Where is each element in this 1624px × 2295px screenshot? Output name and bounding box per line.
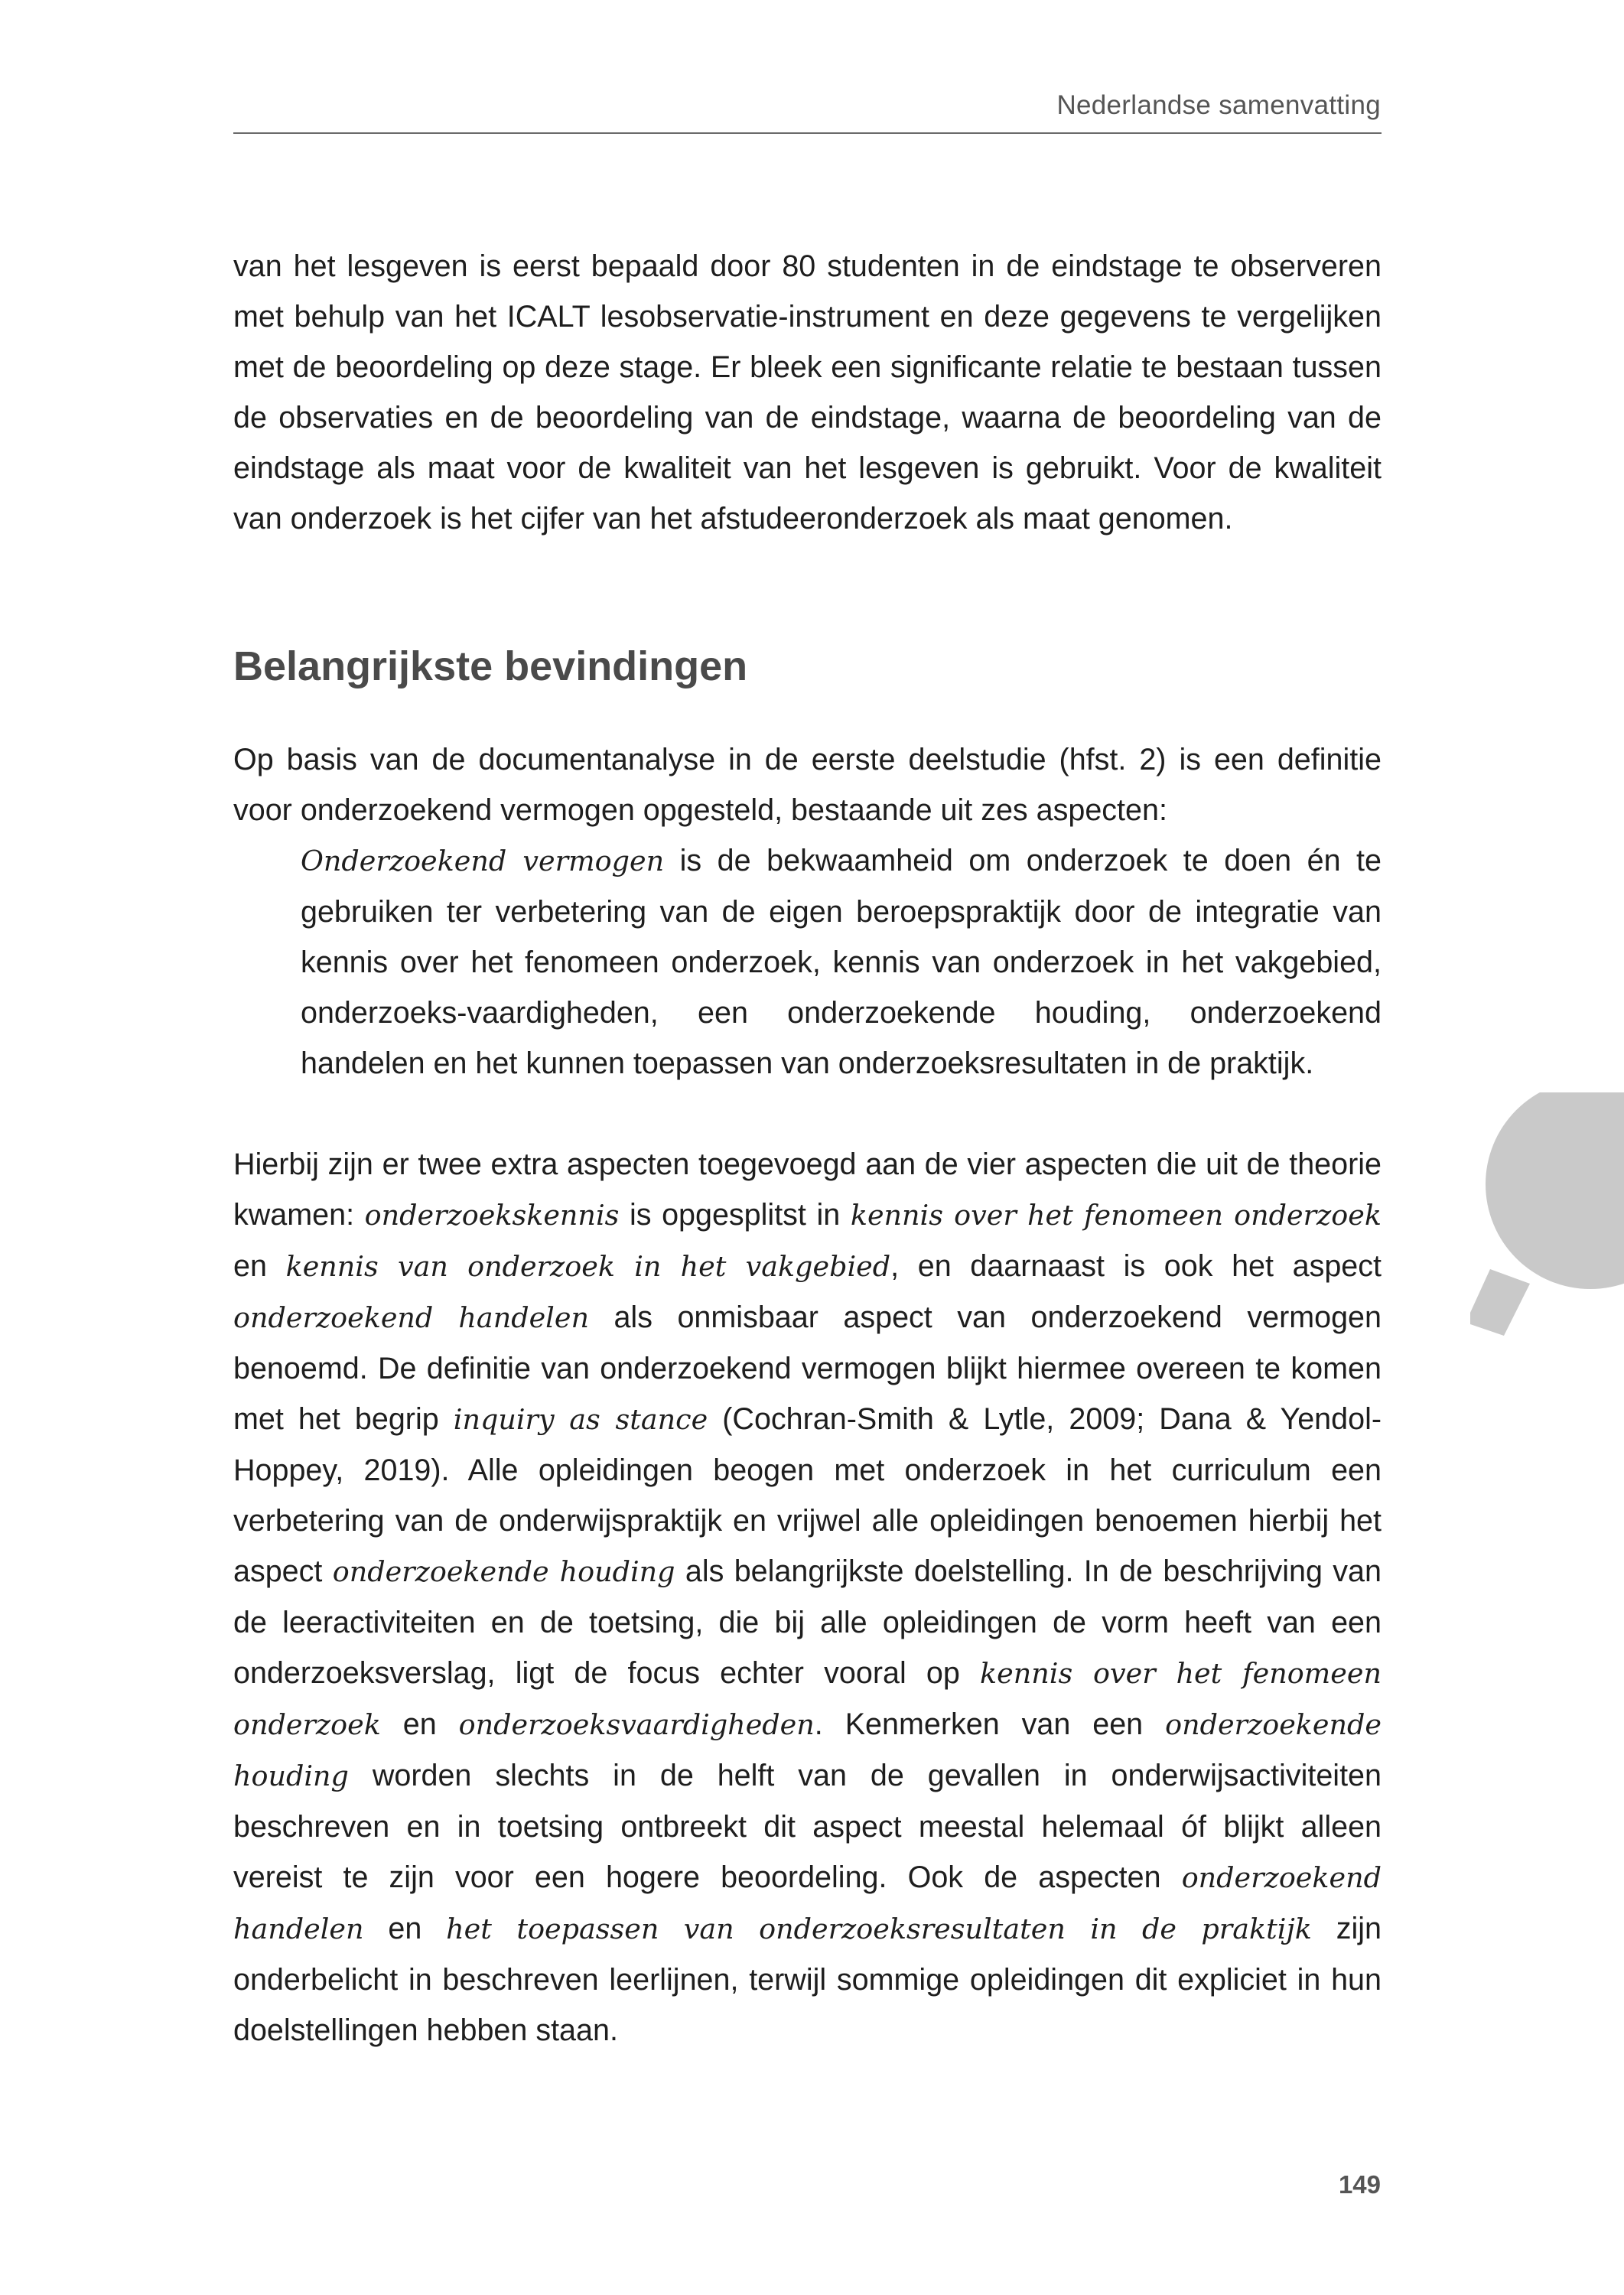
spacer bbox=[233, 1089, 1382, 1139]
findings-text-run: (Cochran-Smith & Lytle, 2009; Dana & Yendol-Hoppey, 2019). Alle opleidingen beogen met onderzoek in het curriculum een verbetering van de onderwijspraktijk en vrijwel alle opleidingen benoemen hierbij het aspect bbox=[233, 1402, 1382, 1588]
findings-italic-term: kennis van onderzoek in het vakgebied bbox=[285, 1250, 891, 1283]
findings-italic-term: kennis over het fenomeen onderzoek bbox=[233, 1657, 1382, 1741]
findings-text-run: is opgesplitst in bbox=[619, 1198, 851, 1232]
running-header-title: Nederlandse samenvatting bbox=[1056, 90, 1381, 120]
findings-text-run: en bbox=[233, 1249, 286, 1283]
spacer bbox=[233, 544, 1382, 641]
spacer bbox=[233, 692, 1382, 734]
page-body bbox=[233, 241, 1382, 2056]
definition-term: Onderzoekend vermogen bbox=[301, 845, 665, 877]
header-rule bbox=[233, 132, 1382, 134]
magnifier-tab-icon bbox=[1470, 1092, 1624, 1345]
findings-text-run: Hierbij zijn er twee extra aspecten toegevoegd aan de vier aspecten die uit de theorie kwamen: bbox=[233, 1148, 1382, 1232]
findings-text-run: als belangrijkste doelstelling. In de beschrijving van de leeractiviteiten en de toetsing, die bij alle opleidingen de vorm heeft van een onderzoeksverslag, ligt de focus echter vooral op bbox=[233, 1554, 1382, 1690]
findings-italic-term: kennis over het fenomeen onderzoek bbox=[850, 1199, 1382, 1232]
findings-italic-term: onderzoekend handelen bbox=[233, 1861, 1382, 1945]
findings-text-run: als onmisbaar aspect van onderzoekend vermogen benoemd. De definitie van onderzoekend vermogen blijkt hiermee overeen te komen met het begrip bbox=[233, 1300, 1382, 1436]
magnifier-handle-shape bbox=[1470, 1269, 1530, 1336]
definition-block bbox=[301, 835, 1382, 1089]
intro-paragraph: van het lesgeven is eerst bepaald door 80 studenten in de eindstage te observeren met behulp van het ICALT lesobservatie-instrument en deze gegevens te vergelijken met de beoordeling op deze stage. Er bleek een significante relatie te bestaan tussen de observaties en de beoordeling van de eindstage, waarna de beoordeling van de eindstage als maat voor de kwaliteit van het lesgeven is gebruikt. Voor de kwaliteit van onderzoek is het cijfer van het afstudeeronderzoek als maat genomen. bbox=[233, 249, 1382, 536]
findings-paragraph bbox=[233, 1139, 1382, 2056]
magnifier-lens-shape bbox=[1486, 1092, 1624, 1289]
lead-paragraph: Op basis van de documentanalyse in de eerste deelstudie (hfst. 2) is een definitie voor onderzoekend vermogen opgesteld, bestaande uit zes aspecten: bbox=[233, 743, 1382, 827]
findings-italic-term: het toepassen van onderzoeksresultaten in de praktijk bbox=[446, 1912, 1312, 1945]
findings-text-run: , en daarnaast is ook het aspect bbox=[890, 1249, 1382, 1283]
section-title: Belangrijkste bevindingen bbox=[233, 643, 748, 689]
findings-text-run: en bbox=[380, 1707, 459, 1741]
findings-text-run: en bbox=[363, 1912, 447, 1945]
findings-text-run: . Kenmerken van een bbox=[814, 1707, 1166, 1741]
page-number: 149 bbox=[1338, 2170, 1381, 2199]
findings-italic-term: onderzoekende houding bbox=[233, 1708, 1382, 1792]
definition-text: is de bekwaamheid om onderzoek te doen én te gebruiken ter verbetering van de eigen beroepspraktijk door de integratie van kennis over het fenomeen onderzoek, kennis van onderzoek in het vakgebied, onderzoeks-vaardigheden, een onderzoekende houding, onderzoekend handelen en het kunnen toepassen van onderzoeksresultaten in de praktijk. bbox=[301, 844, 1382, 1080]
findings-italic-term: onderzoekende houding bbox=[332, 1555, 675, 1588]
findings-text-run: zijn onderbelicht in beschreven leerlijnen, terwijl sommige opleidingen dit expliciet in hun doelstellingen hebben staan. bbox=[233, 1912, 1382, 2047]
findings-italic-term: onderzoekend handelen bbox=[233, 1301, 589, 1334]
findings-italic-term: onderzoekskennis bbox=[364, 1199, 620, 1232]
findings-text-run: worden slechts in de helft van de gevallen in onderwijsactiviteiten beschreven en in toetsing ontbreekt dit aspect meestal helemaal óf blijkt alleen vereist te zijn voor een hogere beoordeling. Ook de aspecten bbox=[233, 1759, 1382, 1894]
findings-italic-term: inquiry as stance bbox=[453, 1403, 708, 1436]
findings-italic-term: onderzoeksvaardigheden bbox=[458, 1708, 815, 1741]
